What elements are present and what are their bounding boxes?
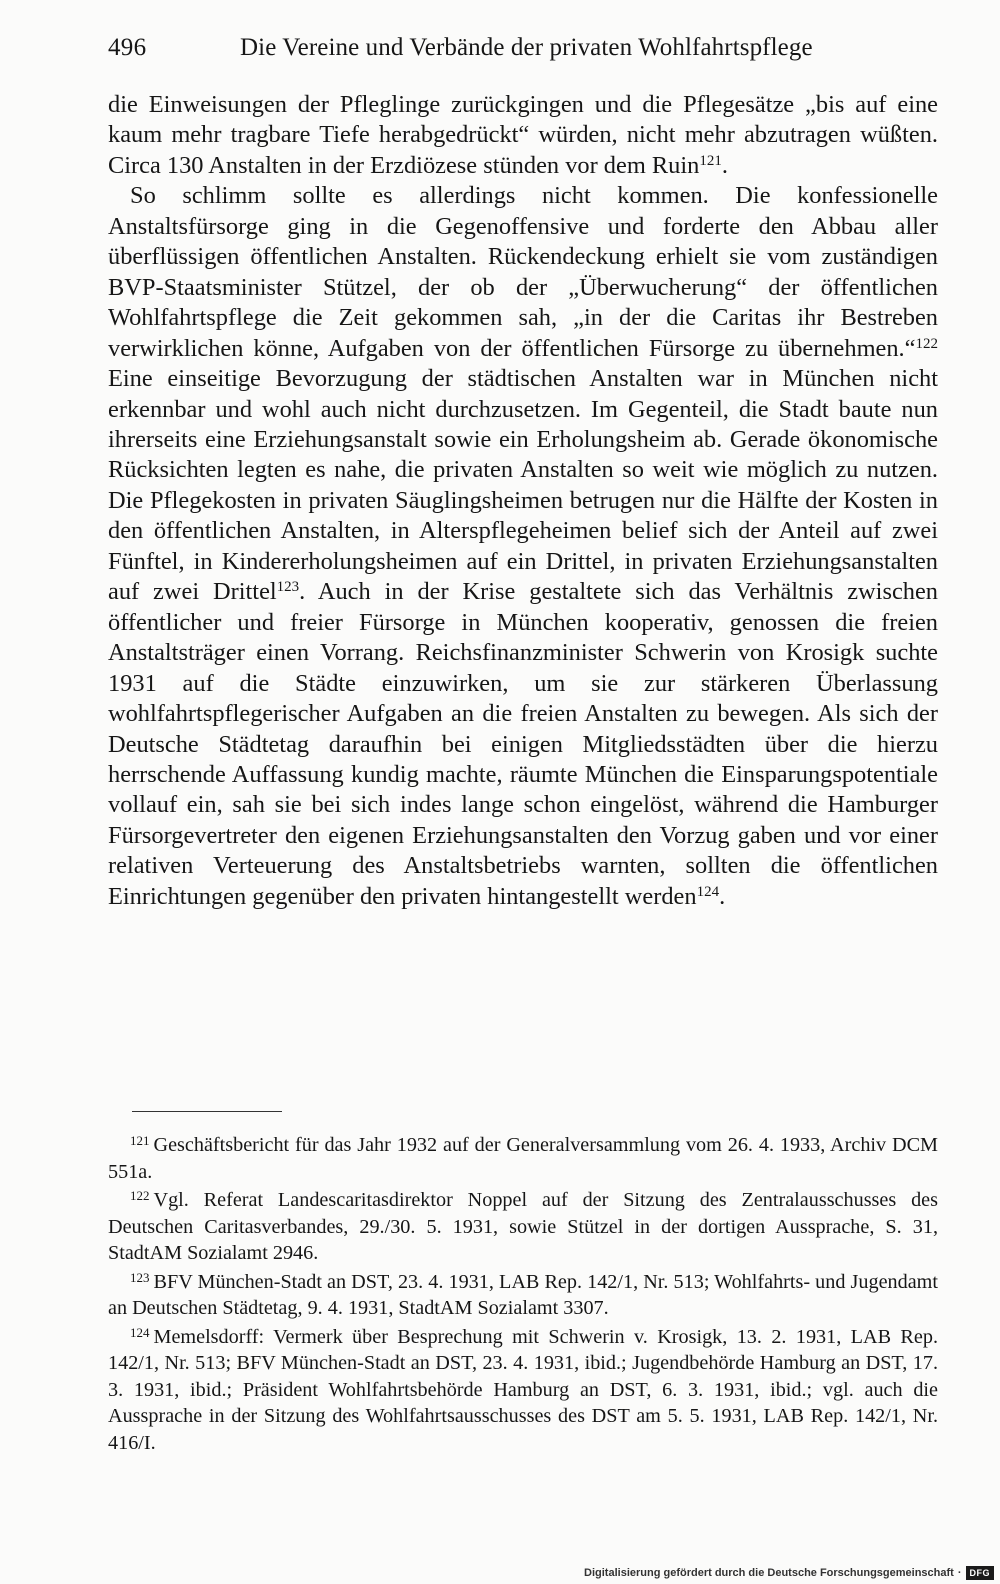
footnote-ref-123: 123 <box>276 579 300 596</box>
paragraph-1-text-b: . <box>721 151 728 179</box>
footnote-number: 121 <box>130 1133 150 1148</box>
footnote-ref-121: 121 <box>699 152 722 169</box>
digitization-credit <box>584 1566 994 1580</box>
footnote-number: 123 <box>130 1269 150 1285</box>
footnotes <box>108 1132 938 1458</box>
footnote <box>108 1324 938 1457</box>
body-text <box>108 90 938 912</box>
footnote-number: 124 <box>130 1324 150 1340</box>
credit-separator: · <box>957 1567 962 1579</box>
footnote-rule <box>132 1111 282 1112</box>
running-head: Die Vereine und Verbände der privaten Wohlfahrtspflege <box>240 34 813 61</box>
footnote-ref-124: 124 <box>696 883 720 900</box>
page-header <box>108 34 938 74</box>
paragraph-1 <box>108 90 938 181</box>
footnote-text: Vgl. Referat Landescaritasdirektor Noppel auf der Sitzung des Zentralausschusses des Deutschen Caritasverbandes, 29./30. 5. 1931, sowie Stützel in der dortigen Aussprache, S. 31, StadtAM Sozialamt 2946. <box>108 1189 938 1264</box>
dfg-logo-icon: DFG <box>966 1566 995 1580</box>
footnote <box>108 1269 938 1322</box>
footnote <box>108 1132 938 1185</box>
paragraph-2 <box>108 181 938 912</box>
paragraph-2-text-b: Eine einseitige Bevorzugung der städtischen Anstalten war in München nicht erkennbar und wohl auch nicht durchzusetzen. Im Gegenteil, die Stadt baute nun ihrerseits eine Erziehungsanstalt sowie ein Erholungsheim ab. Gerade ökonomische Rücksichten legten es nahe, die privaten Anstalten so weit wie möglich zu nutzen. Die Pflegekosten in privaten Säuglingsheimen betrugen nur die Hälfte der Kosten in den öffentlichen Anstalten, in Alterspflegeheimen belief sich der Anteil auf zwei Fünftel, in Kindererholungsheimen auf ein Drittel, in privaten Erziehungsanstalten auf zwei Drittel <box>108 365 938 606</box>
paragraph-2-text-d: . <box>719 882 726 910</box>
footnote-ref-122: 122 <box>915 335 938 352</box>
paragraph-2-text-c: . Auch in der Krise gestaltete sich das Verhältnis zwischen öffentlicher und freier Fürsorge in München kooperativ, genossen die freien Anstaltsträger einen Vorrang. Reichsfinanzminister Schwerin von Krosigk suchte 1931 auf die Städte einzuwirken, um sie zur stärkeren Überlassung wohlfahrtspflegerischer Aufgaben an die freien Anstalten zu bewegen. Als sich der Deutsche Städtetag daraufhin bei einigen Mitgliedsstädten über die hierzu herrschende Auffassung kundig machte, räumte München die Einsparungspotentiale vollauf ein, sah sie bei sich indes lange schon eingelöst, während die Hamburger Fürsorgevertreter den eigenen Erziehungsanstalten den Vorzug gaben und vor einer relativen Verteuerung des Anstaltsbetriebs warnten, sollten die öffentlichen Einrichtungen gegenüber den privaten hintangestellt werden <box>108 578 938 910</box>
footnote-text: Geschäftsbericht für das Jahr 1932 auf der Generalversammlung vom 26. 4. 1933, Archiv DCM 551a. <box>108 1134 938 1183</box>
footnote-number: 122 <box>130 1188 150 1203</box>
page-number: 496 <box>108 34 147 61</box>
footnote-text: BFV München-Stadt an DST, 23. 4. 1931, LAB Rep. 142/1, Nr. 513; Wohlfahrts- und Jugendamt an Deutschen Städtetag, 9. 4. 1931, StadtAM Sozialamt 3307. <box>108 1270 938 1319</box>
footnote <box>108 1187 938 1267</box>
credit-text: Digitalisierung gefördert durch die Deutsche Forschungsgemeinschaft <box>584 1567 954 1579</box>
paragraph-1-text-a: die Einweisungen der Pfleglinge zurückgingen und die Pflegesätze „bis auf eine kaum mehr tragbare Tiefe herabgedrückt“ würden, nicht mehr abzutragen wüßten. Circa 130 Anstalten in der Erzdiözese stünden vor dem Ruin <box>108 91 938 179</box>
paragraph-2-text-a: So schlimm sollte es allerdings nicht kommen. Die konfessionelle Anstaltsfürsorge ging in die Gegenoffensive und forderte den Abbau aller überflüssigen öffentlichen Anstalten. Rückendeckung erhielt sie vom zuständigen BVP-Staatsminister Stützel, der ob der „Überwucherung“ der öffentlichen Wohlfahrtspflege die Zeit gekommen sah, „in der die Caritas ihr Bestreben verwirklichen könne, Aufgaben von der öffentlichen Fürsorge zu übernehmen.“ <box>108 182 938 362</box>
footnote-text: Memelsdorff: Vermerk über Besprechung mit Schwerin v. Krosigk, 13. 2. 1931, LAB Rep. 142/1, Nr. 513; BFV München-Stadt an DST, 23. 4. 1931, ibid.; Jugendbehörde Hamburg an DST, 17. 3. 1931, ibid.; Präsident Wohlfahrtsbehörde Hamburg an DST, 6. 3. 1931, ibid.; vgl. auch die Aussprache in der Sitzung des Wohlfahrtsausschusses des DST am 5. 5. 1931, LAB Rep. 142/1, Nr. 416/I. <box>108 1325 938 1454</box>
